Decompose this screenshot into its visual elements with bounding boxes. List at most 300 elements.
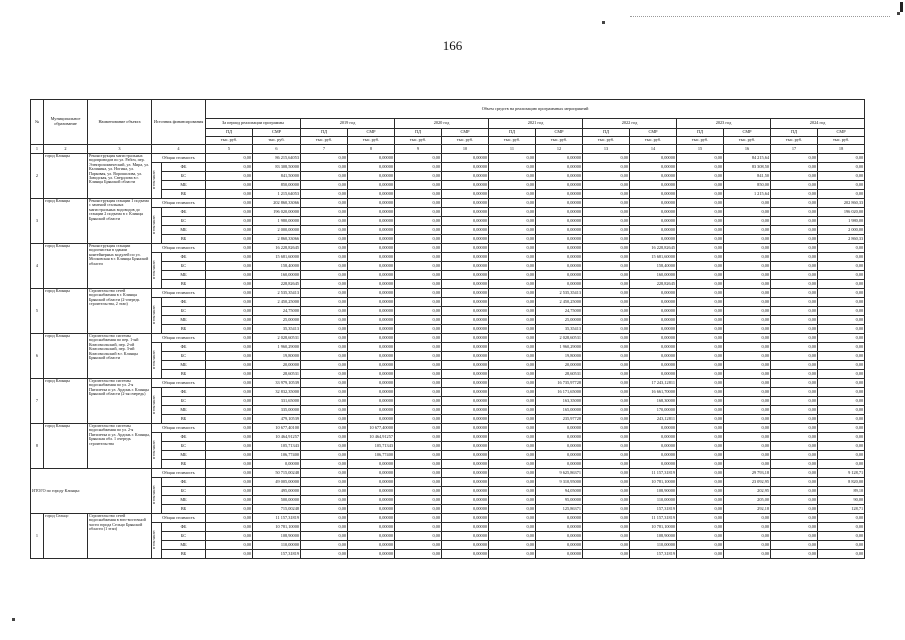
including-label-text: в том числе: [152, 530, 156, 550]
amount-cell: 0,00000 [348, 325, 395, 334]
funding-source: ВБ [162, 505, 206, 514]
amount-cell: 0,00000 [536, 181, 583, 190]
column-index: 4 [152, 145, 206, 154]
amount-cell: 0,00000 [348, 226, 395, 235]
table-row [31, 289, 865, 298]
amount-cell: 0,00000 [348, 487, 395, 496]
amount-cell: 0,00 [583, 451, 630, 460]
amount-cell: 0,00000 [253, 460, 301, 469]
amount-cell: 0,00 [301, 163, 348, 172]
amount-cell: 0,00 [206, 343, 253, 352]
amount-cell: 0,00 [489, 451, 536, 460]
amount-cell: 0,00 [724, 262, 771, 271]
amount-cell: 0,00 [677, 361, 724, 370]
amount-cell: 0,00 [818, 271, 865, 280]
amount-cell: 0,00000 [442, 244, 489, 253]
amount-cell: 0,00 [489, 424, 536, 433]
amount-cell: 0,00 [583, 361, 630, 370]
amount-cell: 715,00248 [253, 505, 301, 514]
amount-cell: 0,00 [395, 190, 442, 199]
amount-cell: 0,00 [583, 217, 630, 226]
amount-cell: 0,00 [771, 361, 818, 370]
amount-cell: 0,00 [771, 379, 818, 388]
amount-cell: 0,00 [818, 388, 865, 397]
amount-cell: 0,00 [818, 370, 865, 379]
column-index: 11 [489, 145, 536, 154]
amount-cell: 0,00 [583, 181, 630, 190]
unit-header: тыс. руб. [724, 137, 771, 145]
amount-cell: 0,00 [206, 289, 253, 298]
amount-cell: 0,00000 [348, 190, 395, 199]
row-number: 2 [31, 154, 44, 199]
amount-cell: 0,00 [301, 514, 348, 523]
amount-cell: 0,00 [301, 496, 348, 505]
amount-cell: 0,00 [818, 397, 865, 406]
amount-cell: 0,00000 [442, 514, 489, 523]
amount-cell: 0,00 [395, 235, 442, 244]
amount-cell: 0,00 [771, 406, 818, 415]
amount-cell: 0,00000 [348, 352, 395, 361]
amount-cell: 0,00 [724, 289, 771, 298]
col-number-header: № [31, 100, 44, 145]
amount-cell: 0,00 [818, 460, 865, 469]
amount-cell: 0,00 [583, 397, 630, 406]
amount-cell: 0,00 [677, 244, 724, 253]
amount-cell: 0,00 [771, 496, 818, 505]
table-row [31, 379, 865, 388]
amount-cell: 0,00 [206, 388, 253, 397]
amount-cell: 0,00 [583, 271, 630, 280]
amount-cell: 0,00000 [536, 460, 583, 469]
unit-header: тыс. руб. [206, 137, 253, 145]
funding-source: БС [162, 262, 206, 271]
amount-cell: 163,35000 [536, 397, 583, 406]
scan-speck [602, 21, 605, 24]
amount-cell: 0,00 [395, 415, 442, 424]
amount-cell: 170,00000 [630, 406, 677, 415]
amount-cell: 0,00000 [442, 379, 489, 388]
amount-cell: 49 005,00000 [253, 478, 301, 487]
amount-cell: 0,00 [395, 379, 442, 388]
amount-cell: 0,00 [206, 451, 253, 460]
amount-cell: 11 157,31819 [630, 514, 677, 523]
amount-cell: 0,00 [818, 343, 865, 352]
amount-cell: 0,00000 [630, 325, 677, 334]
amount-cell: 0,00 [677, 271, 724, 280]
amount-cell: 0,00000 [630, 289, 677, 298]
municipality-name: город Сельцо [44, 514, 88, 559]
amount-cell: 0,00 [206, 523, 253, 532]
amount-cell: 19,80000 [536, 352, 583, 361]
amount-cell: 0,00 [206, 460, 253, 469]
including-label-text: в том числе: [152, 440, 156, 460]
amount-cell: 1 960,29000 [253, 343, 301, 352]
summary-label: ИТОГО по городу Клинцы: [31, 469, 152, 514]
amount-cell: 0,00 [583, 532, 630, 541]
amount-cell: 0,00000 [630, 316, 677, 325]
funding-source: БС [162, 487, 206, 496]
amount-cell: 0,00 [583, 487, 630, 496]
amount-cell: 0,00000 [442, 415, 489, 424]
amount-cell: 0,00 [206, 397, 253, 406]
amount-cell: 0,00000 [536, 208, 583, 217]
col-source-header: Источник финансирования [152, 100, 206, 145]
amount-cell: 0,00 [677, 379, 724, 388]
amount-cell: 0,00 [206, 280, 253, 289]
scan-speck [12, 618, 15, 621]
amount-cell: 0,00 [677, 478, 724, 487]
amount-cell: 0,00000 [348, 370, 395, 379]
amount-cell: 0,00 [583, 478, 630, 487]
table-row [31, 424, 865, 433]
amount-cell: 0,00 [206, 442, 253, 451]
amount-cell: 0,00000 [536, 451, 583, 460]
amount-cell: 106,77400 [253, 451, 301, 460]
amount-cell: 0,00 [771, 343, 818, 352]
amount-cell: 0,00000 [442, 325, 489, 334]
amount-cell: 0,00000 [536, 523, 583, 532]
table-row [31, 523, 865, 532]
amount-cell: 0,00000 [442, 550, 489, 559]
amount-cell: 0,00 [724, 550, 771, 559]
amount-cell: 0,00 [771, 532, 818, 541]
pd-header: ПД [206, 129, 253, 137]
amount-cell: 0,00000 [348, 478, 395, 487]
amount-cell: 0,00 [724, 442, 771, 451]
amount-cell: 2 000,00000 [253, 226, 301, 235]
amount-cell: 0,00 [206, 163, 253, 172]
amount-cell: 0,00 [489, 550, 536, 559]
period-header: 2022 год [583, 119, 677, 129]
unit-header: тыс. руб. [536, 137, 583, 145]
column-index: 10 [442, 145, 489, 154]
amount-cell: 0,00 [724, 406, 771, 415]
amount-cell: 0,00 [395, 181, 442, 190]
amount-cell: 0,00 [583, 298, 630, 307]
amount-cell: 0,00000 [630, 226, 677, 235]
including-label-text: в том числе: [152, 215, 156, 235]
column-index: 18 [818, 145, 865, 154]
amount-cell: 0,00 [677, 226, 724, 235]
amount-cell: 0,00 [301, 172, 348, 181]
amount-cell: 8 820,00 [818, 478, 865, 487]
amount-cell: 0,00 [724, 379, 771, 388]
amount-cell: 0,00000 [536, 262, 583, 271]
amount-cell: 0,00 [395, 226, 442, 235]
col-object-header: Наименование объекта [88, 100, 152, 145]
amount-cell: 2 860,33 [818, 235, 865, 244]
including-label-text: в том числе: [152, 260, 156, 280]
funding-source: ВБ [162, 280, 206, 289]
amount-cell: 0,00 [489, 352, 536, 361]
amount-cell: 495,00000 [253, 487, 301, 496]
amount-cell: 0,00 [301, 253, 348, 262]
funding-source: ВБ [162, 460, 206, 469]
amount-cell: 0,00 [677, 262, 724, 271]
amount-cell: 0,00000 [442, 298, 489, 307]
amount-cell: 0,00 [677, 208, 724, 217]
amount-cell: 0,00000 [536, 433, 583, 442]
amount-cell: 50 715,00248 [253, 469, 301, 478]
total-cost-label: Общая стоимость [152, 469, 206, 478]
municipality-name: город Клинцы [44, 379, 88, 424]
total-cost-label: Общая стоимость [152, 289, 206, 298]
funding-source: МБ [162, 451, 206, 460]
amount-cell: 24,75000 [536, 307, 583, 316]
amount-cell: 0,00 [395, 505, 442, 514]
amount-cell: 19,80000 [253, 352, 301, 361]
amount-cell: 0,00 [724, 316, 771, 325]
amount-cell: 35,35413 [253, 325, 301, 334]
funding-source: БС [162, 217, 206, 226]
amount-cell: 0,00 [583, 514, 630, 523]
amount-cell: 0,00000 [348, 199, 395, 208]
amount-cell: 0,00 [771, 280, 818, 289]
amount-cell: 0,00 [724, 388, 771, 397]
amount-cell: 0,00000 [630, 235, 677, 244]
amount-cell: 0,00000 [536, 550, 583, 559]
amount-cell: 0,00 [395, 199, 442, 208]
col-municipality-header: Муниципальное образование [44, 100, 88, 145]
amount-cell: 0,00 [206, 361, 253, 370]
amount-cell: 0,00 [206, 550, 253, 559]
row-number: 1 [31, 514, 44, 559]
amount-cell: 0,00 [489, 181, 536, 190]
amount-cell: 0,00 [771, 217, 818, 226]
amount-cell: 0,00 [677, 541, 724, 550]
amount-cell: 0,00 [395, 352, 442, 361]
amount-cell: 0,00 [677, 172, 724, 181]
pd-header: ПД [771, 129, 818, 137]
amount-cell: 0,00000 [348, 307, 395, 316]
amount-cell: 0,00 [395, 433, 442, 442]
amount-cell: 157,31819 [253, 550, 301, 559]
table-row [31, 154, 865, 163]
table-row [31, 334, 865, 343]
amount-cell: 0,00 [771, 523, 818, 532]
amount-cell: 331,65000 [253, 397, 301, 406]
amount-cell: 0,00 [395, 469, 442, 478]
funding-source: ВБ [162, 415, 206, 424]
amount-cell: 0,00 [818, 307, 865, 316]
amount-cell: 0,00 [724, 208, 771, 217]
unit-header: тыс. руб. [442, 137, 489, 145]
funding-source: ФБ [162, 208, 206, 217]
amount-cell: 1 960,29000 [536, 343, 583, 352]
amount-cell: 0,00000 [536, 172, 583, 181]
including-label-text: в том числе: [152, 485, 156, 505]
table-row [31, 199, 865, 208]
amount-cell: 9 128,71 [818, 469, 865, 478]
municipality-name: город Клинцы [44, 334, 88, 379]
amount-cell: 0,00000 [442, 235, 489, 244]
amount-cell: 0,00 [395, 217, 442, 226]
amount-cell: 0,00 [724, 514, 771, 523]
amount-cell: 0,00 [818, 253, 865, 262]
amount-cell: 0,00 [206, 424, 253, 433]
total-cost-label: Общая стоимость [152, 379, 206, 388]
amount-cell: 0,00 [206, 379, 253, 388]
amount-cell: 0,00 [489, 334, 536, 343]
amount-cell: 0,00000 [442, 163, 489, 172]
municipality-name: город Клинцы [44, 199, 88, 244]
amount-cell: 0,00000 [442, 505, 489, 514]
amount-cell: 0,00 [489, 217, 536, 226]
amount-cell: 0,00 [301, 235, 348, 244]
amount-cell: 0,00 [395, 532, 442, 541]
amount-cell: 0,00 [301, 316, 348, 325]
amount-cell: 0,00 [818, 334, 865, 343]
amount-cell: 0,00 [677, 415, 724, 424]
including-label-text: в том числе: [152, 170, 156, 190]
amount-cell: 108,90000 [253, 532, 301, 541]
amount-cell: 0,00000 [536, 190, 583, 199]
amount-cell: 0,00 [301, 388, 348, 397]
amount-cell: 0,00000 [348, 343, 395, 352]
amount-cell: 0,00 [583, 370, 630, 379]
amount-cell: 0,00 [395, 496, 442, 505]
amount-cell: 0,00000 [442, 217, 489, 226]
amount-cell: 0,00000 [442, 280, 489, 289]
amount-cell: 0,00 [677, 424, 724, 433]
object-name: Строительство системы водоснабжения по пер. 1-ый Комсомольский, пер. 2-ой Комсомольский, пер. 3-ий Комсомольский в г. Клинцы Брянской области [88, 334, 152, 379]
amount-cell: 0,00 [724, 523, 771, 532]
amount-cell: 0,00 [583, 406, 630, 415]
amount-cell: 158,40000 [630, 262, 677, 271]
amount-cell: 0,00 [771, 469, 818, 478]
amount-cell: 0,00 [301, 181, 348, 190]
amount-cell: 158,40000 [253, 262, 301, 271]
funding-source: МБ [162, 406, 206, 415]
amount-cell: 0,00000 [630, 451, 677, 460]
unit-header: тыс. руб. [677, 137, 724, 145]
amount-cell: 0,00 [771, 433, 818, 442]
column-index: 12 [536, 145, 583, 154]
amount-cell: 0,00 [771, 307, 818, 316]
amount-cell: 0,00 [583, 163, 630, 172]
amount-cell: 0,00 [489, 406, 536, 415]
amount-cell: 0,00 [395, 307, 442, 316]
amount-cell: 0,00 [771, 451, 818, 460]
amount-cell: 0,00 [206, 433, 253, 442]
amount-cell: 0,00 [206, 298, 253, 307]
amount-cell: 0,00 [724, 334, 771, 343]
amount-cell: 0,00 [301, 433, 348, 442]
smr-header: СМР [536, 129, 583, 137]
amount-cell: 0,00 [301, 469, 348, 478]
unit-header: тыс. руб. [348, 137, 395, 145]
pd-header: ПД [395, 129, 442, 137]
amount-cell: 0,00000 [442, 289, 489, 298]
table-row [31, 298, 865, 307]
amount-cell: 0,00000 [348, 505, 395, 514]
amount-cell: 0,00 [301, 244, 348, 253]
amount-cell: 0,00 [206, 271, 253, 280]
amount-cell: 0,00000 [630, 343, 677, 352]
amount-cell: 0,00 [395, 163, 442, 172]
amount-cell: 0,00000 [348, 280, 395, 289]
amount-cell: 0,00000 [536, 154, 583, 163]
amount-cell: 0,00 [724, 298, 771, 307]
row-number: 5 [31, 289, 44, 334]
including-label [152, 298, 162, 334]
including-label [152, 523, 162, 559]
total-cost-label: Общая стоимость [152, 199, 206, 208]
amount-cell: 0,00 [301, 370, 348, 379]
amount-cell: 479,10539 [253, 415, 301, 424]
column-index: 6 [253, 145, 301, 154]
amount-cell: 292,18 [724, 505, 771, 514]
amount-cell: 0,00 [677, 190, 724, 199]
amount-cell: 0,00 [771, 478, 818, 487]
amount-cell: 9 625,86371 [536, 469, 583, 478]
amount-cell: 0,00 [677, 523, 724, 532]
amount-cell: 160,00000 [253, 271, 301, 280]
unit-header: тыс. руб. [301, 137, 348, 145]
amount-cell: 0,00 [301, 541, 348, 550]
funding-source: БС [162, 172, 206, 181]
amount-cell: 0,00 [818, 262, 865, 271]
amount-cell: 15 681,60000 [253, 253, 301, 262]
funding-source: БС [162, 442, 206, 451]
amount-cell: 0,00000 [442, 208, 489, 217]
amount-cell: 0,00 [301, 532, 348, 541]
amount-cell: 0,00 [395, 154, 442, 163]
amount-cell: 0,00 [818, 523, 865, 532]
smr-header: СМР [348, 129, 395, 137]
amount-cell: 0,00000 [348, 163, 395, 172]
unit-header: тыс. руб. [583, 137, 630, 145]
amount-cell: 0,00000 [630, 217, 677, 226]
amount-cell: 0,00 [489, 307, 536, 316]
amount-cell: 0,00 [583, 280, 630, 289]
amount-cell: 0,00 [677, 442, 724, 451]
amount-cell: 0,00 [395, 298, 442, 307]
amount-cell: 0,00000 [348, 253, 395, 262]
amount-cell: 32 832,35000 [253, 388, 301, 397]
amount-cell: 0,00 [489, 361, 536, 370]
amount-cell: 125,86371 [536, 505, 583, 514]
object-name: Реконструкция станции водоочистки в здании контейнерных модулей по ул. Московская в г. Клинцы Брянской области [88, 244, 152, 289]
amount-cell: 0,00 [724, 226, 771, 235]
amount-cell: 10 781,10000 [630, 478, 677, 487]
amount-cell: 0,00 [583, 253, 630, 262]
amount-cell: 0,00 [206, 181, 253, 190]
amount-cell: 165,00000 [536, 406, 583, 415]
amount-cell: 0,00 [583, 190, 630, 199]
amount-cell: 0,00000 [348, 334, 395, 343]
amount-cell: 0,00 [818, 352, 865, 361]
column-index: 5 [206, 145, 253, 154]
amount-cell: 0,00 [395, 451, 442, 460]
amount-cell: 0,00 [677, 289, 724, 298]
amount-cell: 0,00 [818, 442, 865, 451]
amount-cell: 0,00000 [442, 487, 489, 496]
amount-cell: 0,00 [583, 325, 630, 334]
amount-cell: 0,00 [301, 289, 348, 298]
amount-cell: 0,00 [818, 298, 865, 307]
amount-cell: 0,00 [489, 460, 536, 469]
amount-cell: 0,00 [583, 523, 630, 532]
including-label [152, 208, 162, 244]
amount-cell: 0,00 [489, 541, 536, 550]
amount-cell: 0,00000 [442, 451, 489, 460]
pd-header: ПД [677, 129, 724, 137]
unit-header: тыс. руб. [395, 137, 442, 145]
amount-cell: 0,00 [724, 199, 771, 208]
object-name: Реконструкция станции 1 подъема с заменой стальных магистральных водоводов до станции 2 подъема в г. Клинцы Брянской области [88, 199, 152, 244]
amount-cell: 0,00 [206, 487, 253, 496]
